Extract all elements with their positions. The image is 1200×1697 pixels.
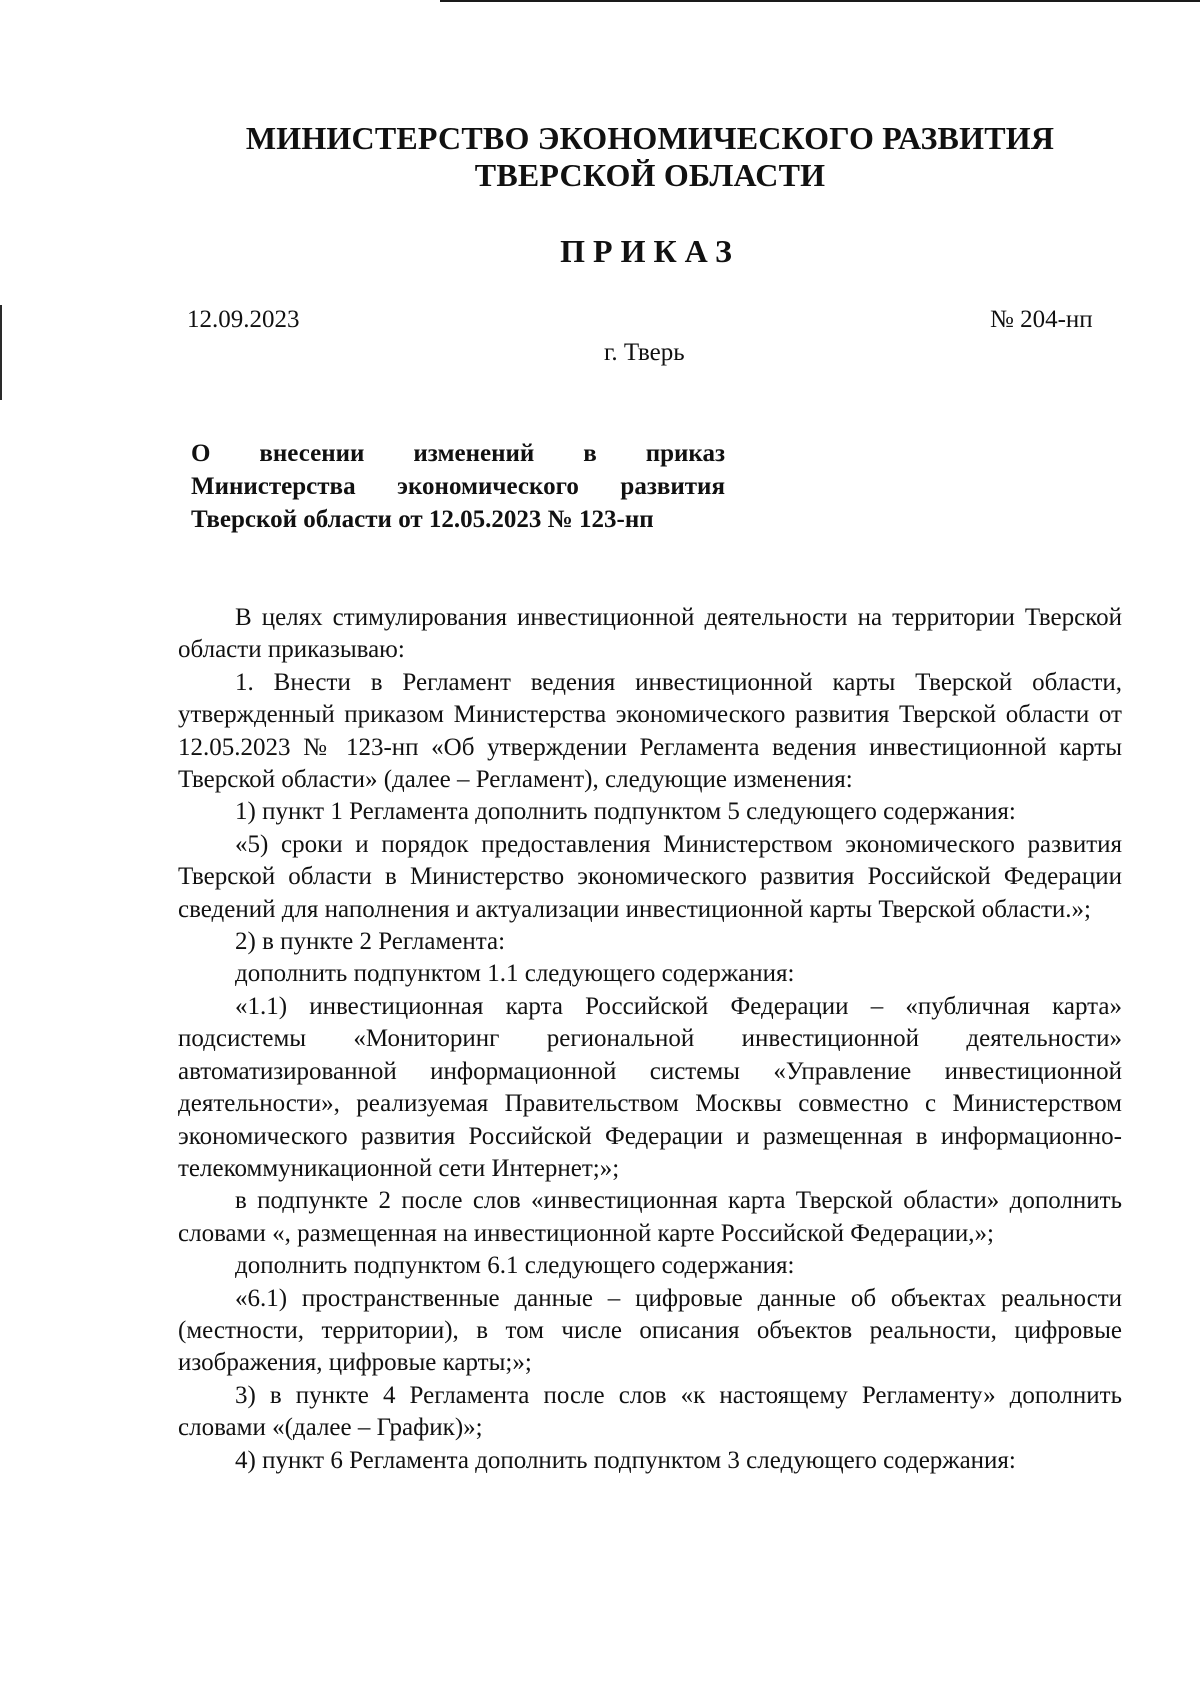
body-paragraph-preamble: В целях стимулирования инвестиционной деятельности на территории Тверской области приказываю: xyxy=(178,604,1122,664)
body-paragraph-add-1-1: дополнить подпунктом 1.1 следующего содержания: xyxy=(235,960,795,988)
ministry-heading xyxy=(0,120,1200,194)
ministry-heading-line-2: ТВЕРСКОЙ ОБЛАСТИ xyxy=(474,157,826,193)
document-number: № 204-нп xyxy=(990,306,1093,333)
body-paragraph-add-6-1: дополнить подпунктом 6.1 следующего содержания: xyxy=(235,1252,795,1280)
document-body xyxy=(178,602,1122,1477)
document-city: г. Тверь xyxy=(604,339,685,366)
body-paragraph-item-1: 1. Внести в Регламент ведения инвестиционной карты Тверской области, утвержденный приказом Министерства экономического развития Тверской области от 12.05.2023 № 123-нп «Об утверждении Регламента ведения инвестиционной карты Тверской области» (далее – Регламент), следующие изменения: xyxy=(178,668,1122,794)
scan-artifact-top-edge xyxy=(440,0,1200,2)
document-date: 12.09.2023 xyxy=(187,306,300,333)
subject-line-1: О внесении изменений в приказ xyxy=(191,440,725,467)
body-paragraph-subitem-1: 1) пункт 1 Регламента дополнить подпунктом 5 следующего содержания: xyxy=(235,798,1016,826)
scan-artifact-left-edge xyxy=(0,305,2,400)
ministry-heading-line-1: МИНИСТЕРСТВО ЭКОНОМИЧЕСКОГО РАЗВИТИЯ xyxy=(245,120,1055,156)
document-subject xyxy=(191,437,725,536)
body-paragraph-subitem-2: 2) в пункте 2 Регламента: xyxy=(235,928,506,956)
subject-line-2: Министерства экономического развития xyxy=(191,473,725,500)
body-paragraph-subitem-3: 3) в пункте 4 Регламента после слов «к настоящему Регламенту» дополнить словами «(далее – График)»; xyxy=(178,1381,1122,1442)
body-paragraph-subitem-4: 4) пункт 6 Регламента дополнить подпунктом 3 следующего содержания: xyxy=(235,1446,1016,1474)
body-paragraph-quote-5: «5) сроки и порядок предоставления Министерством экономического развития Тверской области в Министерство экономического развития Российской Федерации сведений для наполнения и актуализации инвестиционной карты Тверской области.»; xyxy=(178,830,1122,923)
body-paragraph-quote-6-1: «6.1) пространственные данные – цифровые данные об объектах реальности (местности, территории), в том числе описания объектов реальности, цифровые изображения, цифровые карты;»; xyxy=(178,1284,1122,1377)
document-type-title: ПРИКАЗ xyxy=(560,233,740,269)
subject-line-3: Тверской области от 12.05.2023 № 123-нп xyxy=(191,506,654,533)
body-paragraph-subpoint-2: в подпункте 2 после слов «инвестиционная карта Тверской области» дополнить словами «, размещенная на инвестиционной карте Российской Федерации,»; xyxy=(178,1187,1122,1247)
body-paragraph-quote-1-1: «1.1) инвестиционная карта Российской Федерации – «публичная карта» подсистемы «Мониторинг региональной инвестиционной деятельности» автоматизированной информационной системы «Управление инвестиционной деятельности», реализуемая Правительством Москвы совместно с Министерством экономического развития Российской Федерации и размещенная в информационно-телекоммуникационной сети Интернет;»; xyxy=(178,992,1122,1182)
